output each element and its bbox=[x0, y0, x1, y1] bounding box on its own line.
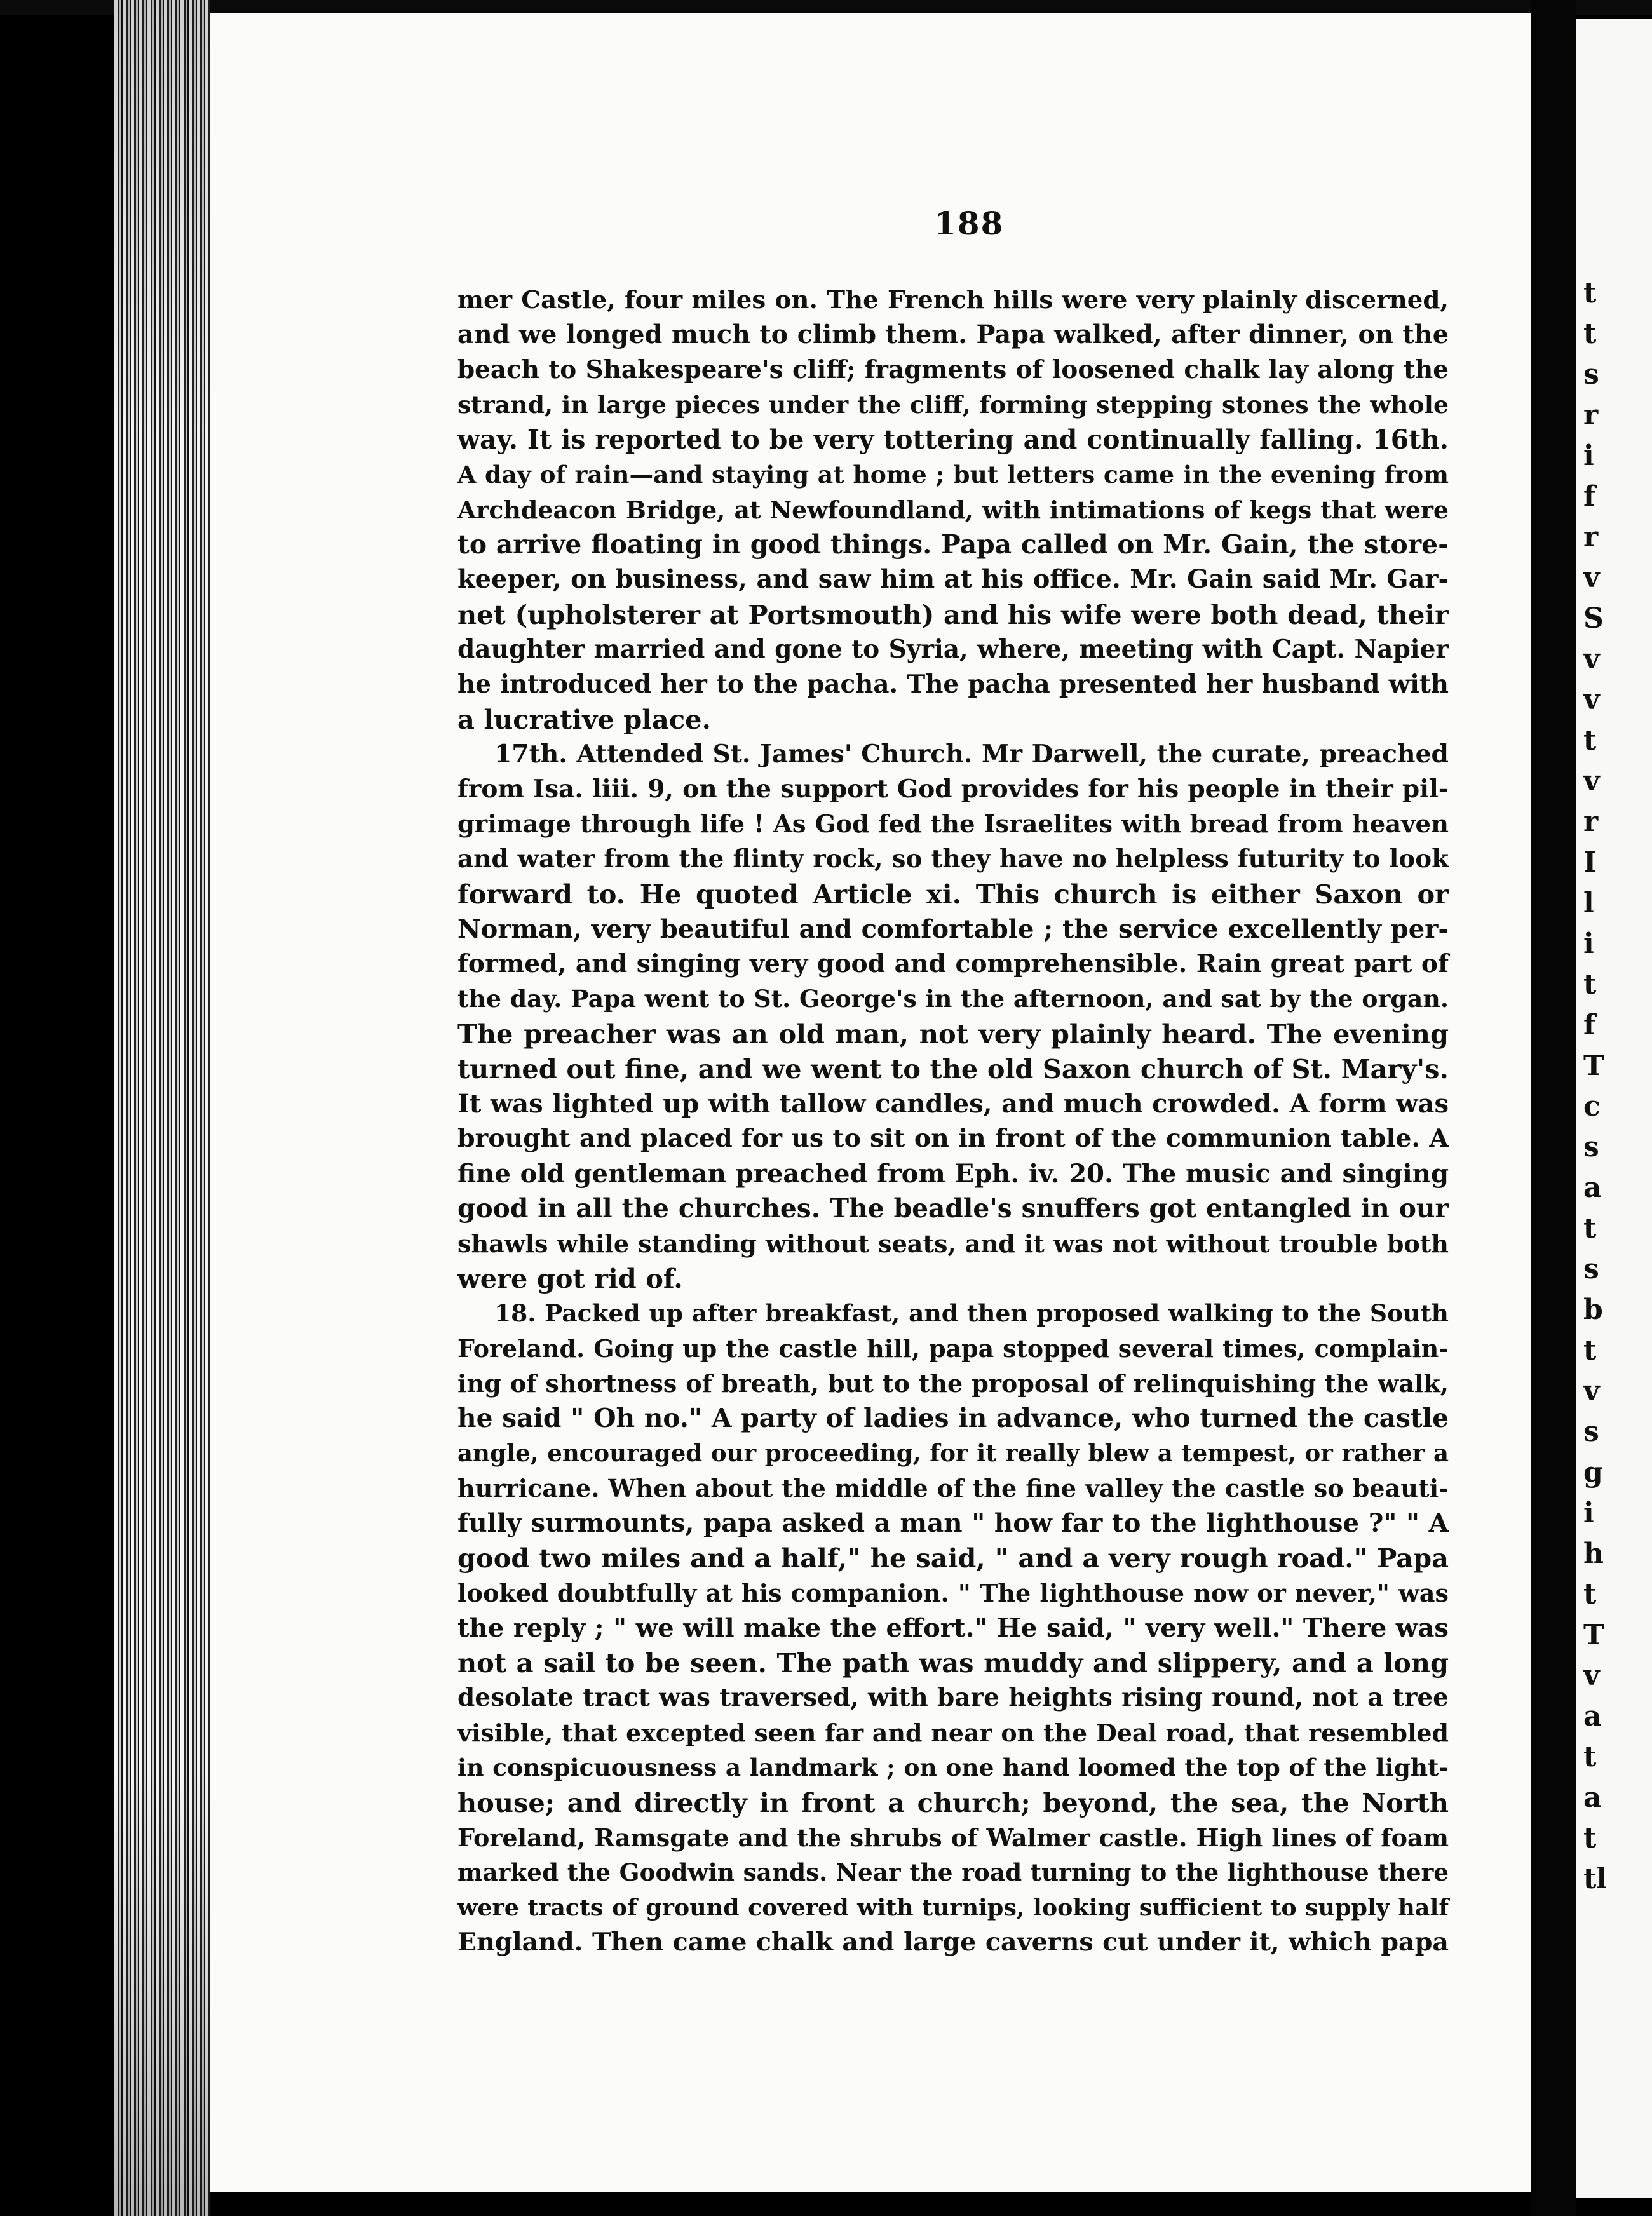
text-line: marked the Goodwin sands. Near the road turning to the lighthouse there bbox=[457, 1858, 1449, 1886]
facing-page-fragment: T bbox=[1583, 1619, 1604, 1651]
text-line: net (upholsterer at Portsmouth) and his wife were both dead, their bbox=[457, 599, 1449, 630]
text-line: keeper, on business, and saw him at his office. Mr. Gain said Mr. Gar- bbox=[457, 565, 1449, 594]
text-line: turned out fine, and we went to the old Saxon church of St. Mary's. bbox=[457, 1053, 1449, 1084]
facing-page-fragment: t bbox=[1583, 1334, 1597, 1367]
facing-page-fragment: v bbox=[1583, 1375, 1600, 1407]
page-body-text bbox=[457, 283, 1449, 1960]
facing-page-fragment: v bbox=[1583, 684, 1600, 716]
facing-page-fragment: t bbox=[1583, 1822, 1597, 1855]
facing-page-fragment: S bbox=[1583, 602, 1604, 635]
text-line: Norman, very beautiful and comfortable ; the service excellently per- bbox=[457, 914, 1449, 944]
text-line: ing of shortness of breath, but to the proposal of relinquishing the walk, bbox=[457, 1369, 1449, 1398]
text-line: good in all the churches. The beadle's snuffers got entangled in our bbox=[457, 1193, 1449, 1224]
text-line: Foreland. Going up the castle hill, papa stopped several times, complain- bbox=[457, 1334, 1449, 1363]
facing-page-fragment: t bbox=[1583, 1578, 1597, 1611]
text-line: formed, and singing very good and comprehensible. Rain great part of bbox=[457, 949, 1449, 978]
facing-page-fragment: s bbox=[1583, 1415, 1599, 1448]
facing-page-fragment: r bbox=[1583, 399, 1599, 431]
facing-page-fragment: v bbox=[1583, 562, 1600, 594]
text-line: the reply ; " we will make the effort." He said, " very well." There was bbox=[457, 1613, 1449, 1643]
text-line: were tracts of ground covered with turnips, looking sufficient to supply half bbox=[457, 1894, 1449, 1921]
text-line: house; and directly in front a church; beyond, the sea, the North bbox=[457, 1787, 1449, 1818]
facing-page-fragment: t bbox=[1583, 318, 1597, 350]
text-line: A day of rain—and staying at home ; but letters came in the evening from bbox=[457, 461, 1449, 489]
facing-page-fragment: s bbox=[1583, 1253, 1599, 1285]
facing-page-fragment: l bbox=[1583, 887, 1594, 919]
text-line: Archdeacon Bridge, at Newfoundland, with intimations of kegs that were bbox=[457, 496, 1449, 524]
facing-page-fragment: i bbox=[1583, 440, 1594, 472]
text-line: brought and placed for us to sit on in front of the communion table. A bbox=[457, 1124, 1449, 1153]
text-line: were got rid of. bbox=[457, 1263, 683, 1294]
facing-page-fragment: T bbox=[1583, 1050, 1604, 1082]
text-line: the day. Papa went to St. George's in the afternoon, and sat by the organ. bbox=[457, 985, 1449, 1013]
facing-page-fragment: t bbox=[1583, 1212, 1597, 1245]
facing-page-fragment: b bbox=[1583, 1294, 1603, 1326]
text-line: mer Castle, four miles on. The French hills were very plainly discerned, bbox=[457, 286, 1449, 314]
text-line: and we longed much to climb them. Papa walked, after dinner, on the bbox=[457, 320, 1449, 349]
text-line: England. Then came chalk and large caverns cut under it, which papa bbox=[457, 1928, 1449, 1957]
facing-page-fragment: I bbox=[1583, 846, 1597, 879]
text-line: to arrive floating in good things. Papa called on Mr. Gain, the store- bbox=[457, 529, 1449, 560]
facing-page-fragment: v bbox=[1583, 643, 1600, 675]
facing-page-fragment: t bbox=[1583, 277, 1597, 309]
text-line: visible, that excepted seen far and near on the Deal road, that resembled bbox=[457, 1719, 1449, 1747]
facing-page-fragment: a bbox=[1583, 1700, 1602, 1733]
text-line: fully surmounts, papa asked a man " how far to the lighthouse ?" " A bbox=[457, 1508, 1449, 1538]
facing-page-fragment: c bbox=[1583, 1090, 1601, 1123]
page-number: 188 bbox=[934, 205, 1005, 242]
text-line: in conspicuousness a landmark ; on one hand loomed the top of the light- bbox=[457, 1753, 1449, 1781]
text-line: grimage through life ! As God fed the Israelites with bread from heaven bbox=[457, 810, 1449, 839]
facing-page-fragment: t bbox=[1583, 1741, 1597, 1773]
facing-page-fragment: s bbox=[1583, 1131, 1599, 1163]
text-line: hurricane. When about the middle of the fine valley the castle so beauti- bbox=[457, 1474, 1449, 1503]
text-line: beach to Shakespeare's cliff; fragments of loosened chalk lay along the bbox=[457, 356, 1449, 384]
facing-page-fragment: v bbox=[1583, 765, 1600, 797]
text-line: a lucrative place. bbox=[457, 704, 711, 735]
text-line: way. It is reported to be very tottering and continually falling. 16th. bbox=[457, 424, 1449, 455]
text-line: It was lighted up with tallow candles, and much crowded. A form was bbox=[457, 1089, 1449, 1119]
facing-page-edge bbox=[1576, 19, 1652, 2198]
facing-page-fragment: r bbox=[1583, 806, 1599, 838]
text-line: The preacher was an old man, not very plainly heard. The evening bbox=[457, 1018, 1449, 1050]
facing-page-fragment: h bbox=[1583, 1537, 1604, 1570]
text-line: good two miles and a half," he said, " and a very rough road." Papa bbox=[457, 1543, 1449, 1574]
text-line: shawls while standing without seats, and it was not without trouble both bbox=[457, 1229, 1449, 1258]
facing-page-fragment: s bbox=[1583, 358, 1599, 391]
text-line: Foreland, Ramsgate and the shrubs of Walmer castle. High lines of foam bbox=[457, 1823, 1449, 1852]
book-page-edges bbox=[114, 0, 210, 2216]
facing-page-fragment: tl bbox=[1583, 1863, 1608, 1895]
text-line: daughter married and gone to Syria, where, meeting with Capt. Napier bbox=[457, 635, 1449, 664]
text-line: desolate tract was traversed, with bare heights rising round, not a tree bbox=[457, 1683, 1449, 1712]
facing-page-fragment: a bbox=[1583, 1781, 1602, 1814]
facing-page-fragment: f bbox=[1583, 1009, 1595, 1041]
text-line: strand, in large pieces under the cliff, forming stepping stones the whole bbox=[457, 391, 1449, 419]
text-line: he introduced her to the pacha. The pacha presented her husband with bbox=[457, 670, 1449, 699]
text-line: looked doubtfully at his companion. " The lighthouse now or never," was bbox=[457, 1579, 1449, 1607]
text-line: 17th. Attended St. James' Church. Mr Darwell, the curate, preached bbox=[494, 740, 1449, 769]
facing-page-fragment: v bbox=[1583, 1659, 1600, 1692]
book-gutter bbox=[1531, 0, 1576, 2216]
text-line: and water from the flinty rock, so they have no helpless futurity to look bbox=[457, 845, 1449, 874]
facing-page-fragment: r bbox=[1583, 521, 1599, 553]
text-line: forward to. He quoted Article xi. This church is either Saxon or bbox=[457, 879, 1449, 910]
text-line: 18. Packed up after breakfast, and then proposed walking to the South bbox=[494, 1299, 1449, 1327]
text-line: angle, encouraged our proceeding, for it really blew a tempest, or rather a bbox=[457, 1439, 1449, 1467]
text-line: from Isa. liii. 9, on the support God provides for his people in their pil- bbox=[457, 774, 1449, 804]
text-line: not a sail to be seen. The path was muddy and slippery, and a long bbox=[457, 1647, 1449, 1679]
facing-page-fragment: i bbox=[1583, 1497, 1594, 1529]
text-line: he said " Oh no." A party of ladies in advance, who turned the castle bbox=[457, 1403, 1449, 1433]
facing-page-fragment: a bbox=[1583, 1172, 1602, 1204]
facing-page-fragment: t bbox=[1583, 968, 1597, 1001]
text-line: fine old gentleman preached from Eph. iv. 20. The music and singing bbox=[457, 1159, 1449, 1189]
facing-page-fragment: g bbox=[1583, 1456, 1603, 1489]
facing-page-fragment: i bbox=[1583, 928, 1594, 960]
facing-page-fragment: f bbox=[1583, 480, 1595, 513]
facing-page-fragment: t bbox=[1583, 724, 1597, 757]
